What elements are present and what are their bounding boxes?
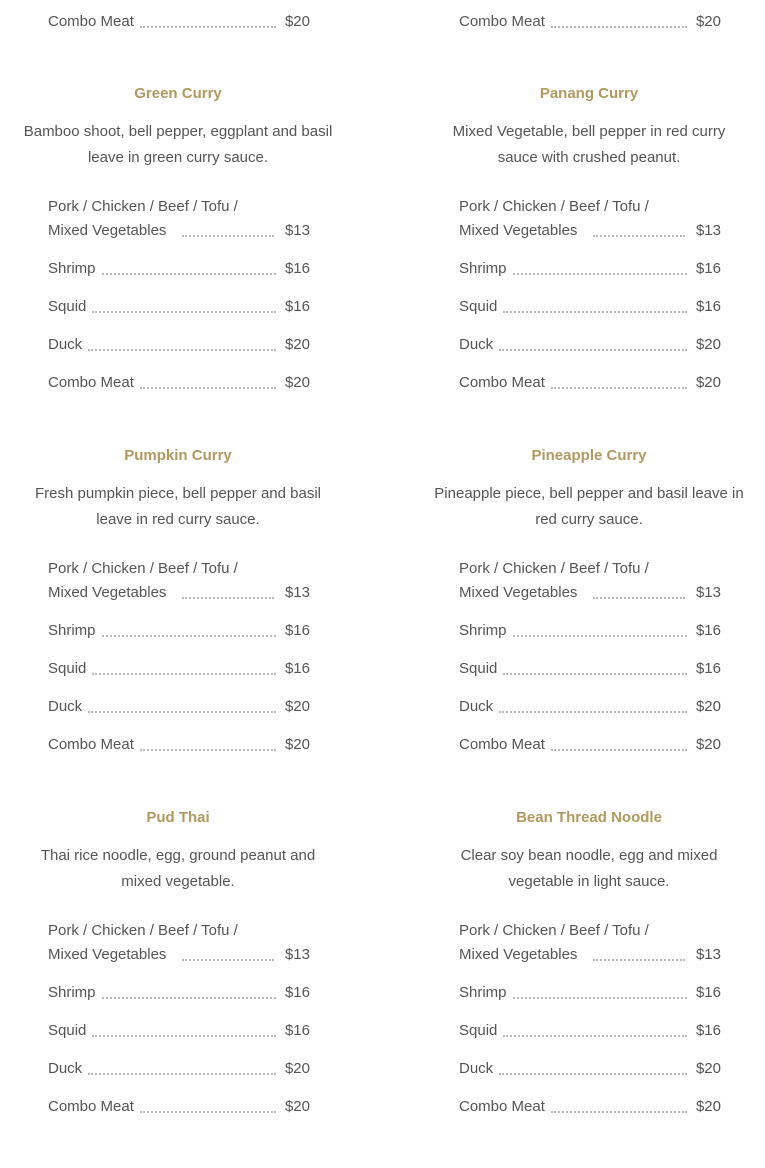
item-name: Duck — [459, 336, 494, 353]
menu-item-list — [434, 195, 721, 395]
leader-dots — [513, 273, 687, 275]
menu-item — [459, 719, 721, 757]
item-name: Duck — [48, 336, 83, 353]
menu-section — [434, 806, 744, 1168]
item-price: $16 — [284, 260, 310, 277]
section-description: Fresh pumpkin piece, bell pepper and basil leave in red curry sauce. — [34, 485, 321, 528]
leader-dots — [140, 387, 276, 389]
leader-dots — [513, 635, 687, 637]
menu-item — [48, 1081, 310, 1119]
leader-dots — [92, 311, 276, 313]
menu-item — [459, 195, 721, 243]
item-price: $20 — [284, 1060, 310, 1077]
leader-dots — [499, 1073, 687, 1075]
item-name: Pork / Chicken / Beef / Tofu / Mixed Vegetables — [459, 198, 649, 239]
leader-dots — [499, 711, 687, 713]
menu-section — [23, 444, 333, 806]
item-price: $20 — [284, 374, 310, 391]
menu-column-right — [434, 82, 744, 1168]
item-price: $20 — [695, 736, 721, 753]
previous-section-tail — [0, 10, 765, 34]
leader-dots — [88, 349, 276, 351]
item-price: $20 — [284, 736, 310, 753]
leader-dots — [551, 749, 687, 751]
section-description: Mixed Vegetable, bell pepper in red curry sauce with crushed peanut. — [452, 123, 726, 166]
item-price: $20 — [695, 1098, 721, 1115]
section-title: Pud Thai — [146, 809, 210, 826]
item-name: Combo Meat — [459, 1098, 545, 1115]
item-name: Duck — [459, 698, 494, 715]
item-price: $16 — [284, 622, 310, 639]
menu-item — [459, 605, 721, 643]
menu-item — [48, 243, 310, 281]
menu-item — [48, 1005, 310, 1043]
item-name: Combo Meat — [48, 13, 134, 30]
menu-item — [48, 719, 310, 757]
menu-item — [459, 967, 721, 1005]
section-title: Pineapple Curry — [531, 447, 647, 464]
menu-item — [48, 919, 310, 967]
leader-dots — [182, 597, 274, 599]
menu-section — [434, 82, 744, 444]
item-name: Squid — [459, 1022, 498, 1039]
section-title: Green Curry — [134, 85, 222, 102]
item-name: Shrimp — [48, 260, 96, 277]
menu-item — [459, 357, 721, 395]
section-title: Panang Curry — [539, 85, 639, 102]
item-name: Combo Meat — [459, 736, 545, 753]
item-name: Duck — [459, 1060, 494, 1077]
item-name: Pork / Chicken / Beef / Tofu / Mixed Vegetables — [48, 922, 238, 963]
item-name: Shrimp — [48, 622, 96, 639]
item-name: Squid — [48, 660, 87, 677]
leader-dots — [140, 749, 276, 751]
item-price: $20 — [284, 13, 310, 30]
item-price: $13 — [695, 584, 721, 601]
menu-item — [48, 643, 310, 681]
leader-dots — [551, 1111, 687, 1113]
menu-item — [48, 681, 310, 719]
leader-dots — [499, 349, 687, 351]
menu-item — [48, 357, 310, 395]
leader-dots — [102, 997, 276, 999]
item-price: $20 — [284, 1098, 310, 1115]
item-name: Combo Meat — [459, 13, 545, 30]
menu-item-list — [23, 557, 310, 757]
item-price: $13 — [284, 584, 310, 601]
item-price: $20 — [695, 698, 721, 715]
menu-item — [459, 281, 721, 319]
item-price: $20 — [695, 374, 721, 391]
item-price: $13 — [695, 946, 721, 963]
menu-item — [459, 1043, 721, 1081]
menu-item — [48, 319, 310, 357]
item-name: Squid — [459, 660, 498, 677]
leader-dots — [102, 635, 276, 637]
item-name: Combo Meat — [48, 374, 134, 391]
item-name: Shrimp — [459, 984, 507, 1001]
leader-dots — [88, 711, 276, 713]
section-description: Bamboo shoot, bell pepper, eggplant and basil leave in green curry sauce. — [23, 123, 333, 166]
menu-item-list — [23, 195, 310, 395]
item-price: $16 — [695, 1022, 721, 1039]
section-description: Pineapple piece, bell pepper and basil leave in red curry sauce. — [434, 485, 744, 528]
leader-dots — [102, 273, 276, 275]
item-name: Squid — [459, 298, 498, 315]
item-name: Squid — [48, 298, 87, 315]
item-price: $20 — [695, 1060, 721, 1077]
item-name: Shrimp — [48, 984, 96, 1001]
item-price: $20 — [695, 336, 721, 353]
section-description: Thai rice noodle, egg, ground peanut and mixed vegetable. — [40, 847, 316, 890]
leader-dots — [182, 959, 274, 961]
item-price: $13 — [695, 222, 721, 239]
leader-dots — [140, 1111, 276, 1113]
leader-dots — [551, 387, 687, 389]
menu-item — [48, 967, 310, 1005]
item-price: $20 — [284, 698, 310, 715]
menu-column-left — [23, 82, 333, 1168]
item-price: $13 — [284, 222, 310, 239]
menu-section — [23, 806, 333, 1168]
item-price: $16 — [695, 622, 721, 639]
leader-dots — [593, 235, 685, 237]
item-name: Duck — [48, 1060, 83, 1077]
menu-item — [459, 243, 721, 281]
menu-item-list — [434, 919, 721, 1119]
menu-item — [459, 319, 721, 357]
item-price: $16 — [695, 298, 721, 315]
leader-dots — [593, 597, 685, 599]
leader-dots — [551, 26, 687, 28]
leader-dots — [503, 311, 687, 313]
menu-item — [459, 1081, 721, 1119]
item-name: Pork / Chicken / Beef / Tofu / Mixed Vegetables — [459, 922, 649, 963]
leader-dots — [593, 959, 685, 961]
item-price: $16 — [695, 660, 721, 677]
leader-dots — [140, 26, 276, 28]
item-price: $16 — [284, 660, 310, 677]
menu-item — [459, 1005, 721, 1043]
section-description: Clear soy bean noodle, egg and mixed vegetable in light sauce. — [460, 847, 718, 890]
leader-dots — [92, 1035, 276, 1037]
item-name: Pork / Chicken / Beef / Tofu / Mixed Vegetables — [459, 560, 649, 601]
item-price: $16 — [695, 984, 721, 1001]
menu-item — [48, 1043, 310, 1081]
leader-dots — [513, 997, 687, 999]
item-price: $13 — [284, 946, 310, 963]
leader-dots — [503, 1035, 687, 1037]
section-title: Bean Thread Noodle — [516, 809, 662, 826]
leader-dots — [182, 235, 274, 237]
item-price: $16 — [695, 260, 721, 277]
leader-dots — [92, 673, 276, 675]
item-price: $20 — [284, 336, 310, 353]
leader-dots — [503, 673, 687, 675]
section-title: Pumpkin Curry — [124, 447, 232, 464]
menu-item-combo-meat — [459, 10, 721, 34]
item-price: $16 — [284, 298, 310, 315]
menu-item — [459, 919, 721, 967]
item-name: Shrimp — [459, 260, 507, 277]
item-price: $20 — [695, 13, 721, 30]
menu-item-combo-meat — [48, 10, 310, 34]
menu-item — [48, 605, 310, 643]
item-name: Squid — [48, 1022, 87, 1039]
item-name: Pork / Chicken / Beef / Tofu / Mixed Vegetables — [48, 198, 238, 239]
menu-item — [48, 557, 310, 605]
menu-item — [459, 557, 721, 605]
item-name: Combo Meat — [48, 736, 134, 753]
menu-section — [23, 82, 333, 444]
menu-item — [48, 195, 310, 243]
menu-item — [48, 281, 310, 319]
menu-item-list — [23, 919, 310, 1119]
item-name: Pork / Chicken / Beef / Tofu / Mixed Vegetables — [48, 560, 238, 601]
menu-item — [459, 643, 721, 681]
item-name: Duck — [48, 698, 83, 715]
leader-dots — [88, 1073, 276, 1075]
menu-section — [434, 444, 744, 806]
item-price: $16 — [284, 984, 310, 1001]
menu-item-list — [434, 557, 721, 757]
item-name: Shrimp — [459, 622, 507, 639]
item-name: Combo Meat — [459, 374, 545, 391]
item-name: Combo Meat — [48, 1098, 134, 1115]
menu-item — [459, 681, 721, 719]
item-price: $16 — [284, 1022, 310, 1039]
